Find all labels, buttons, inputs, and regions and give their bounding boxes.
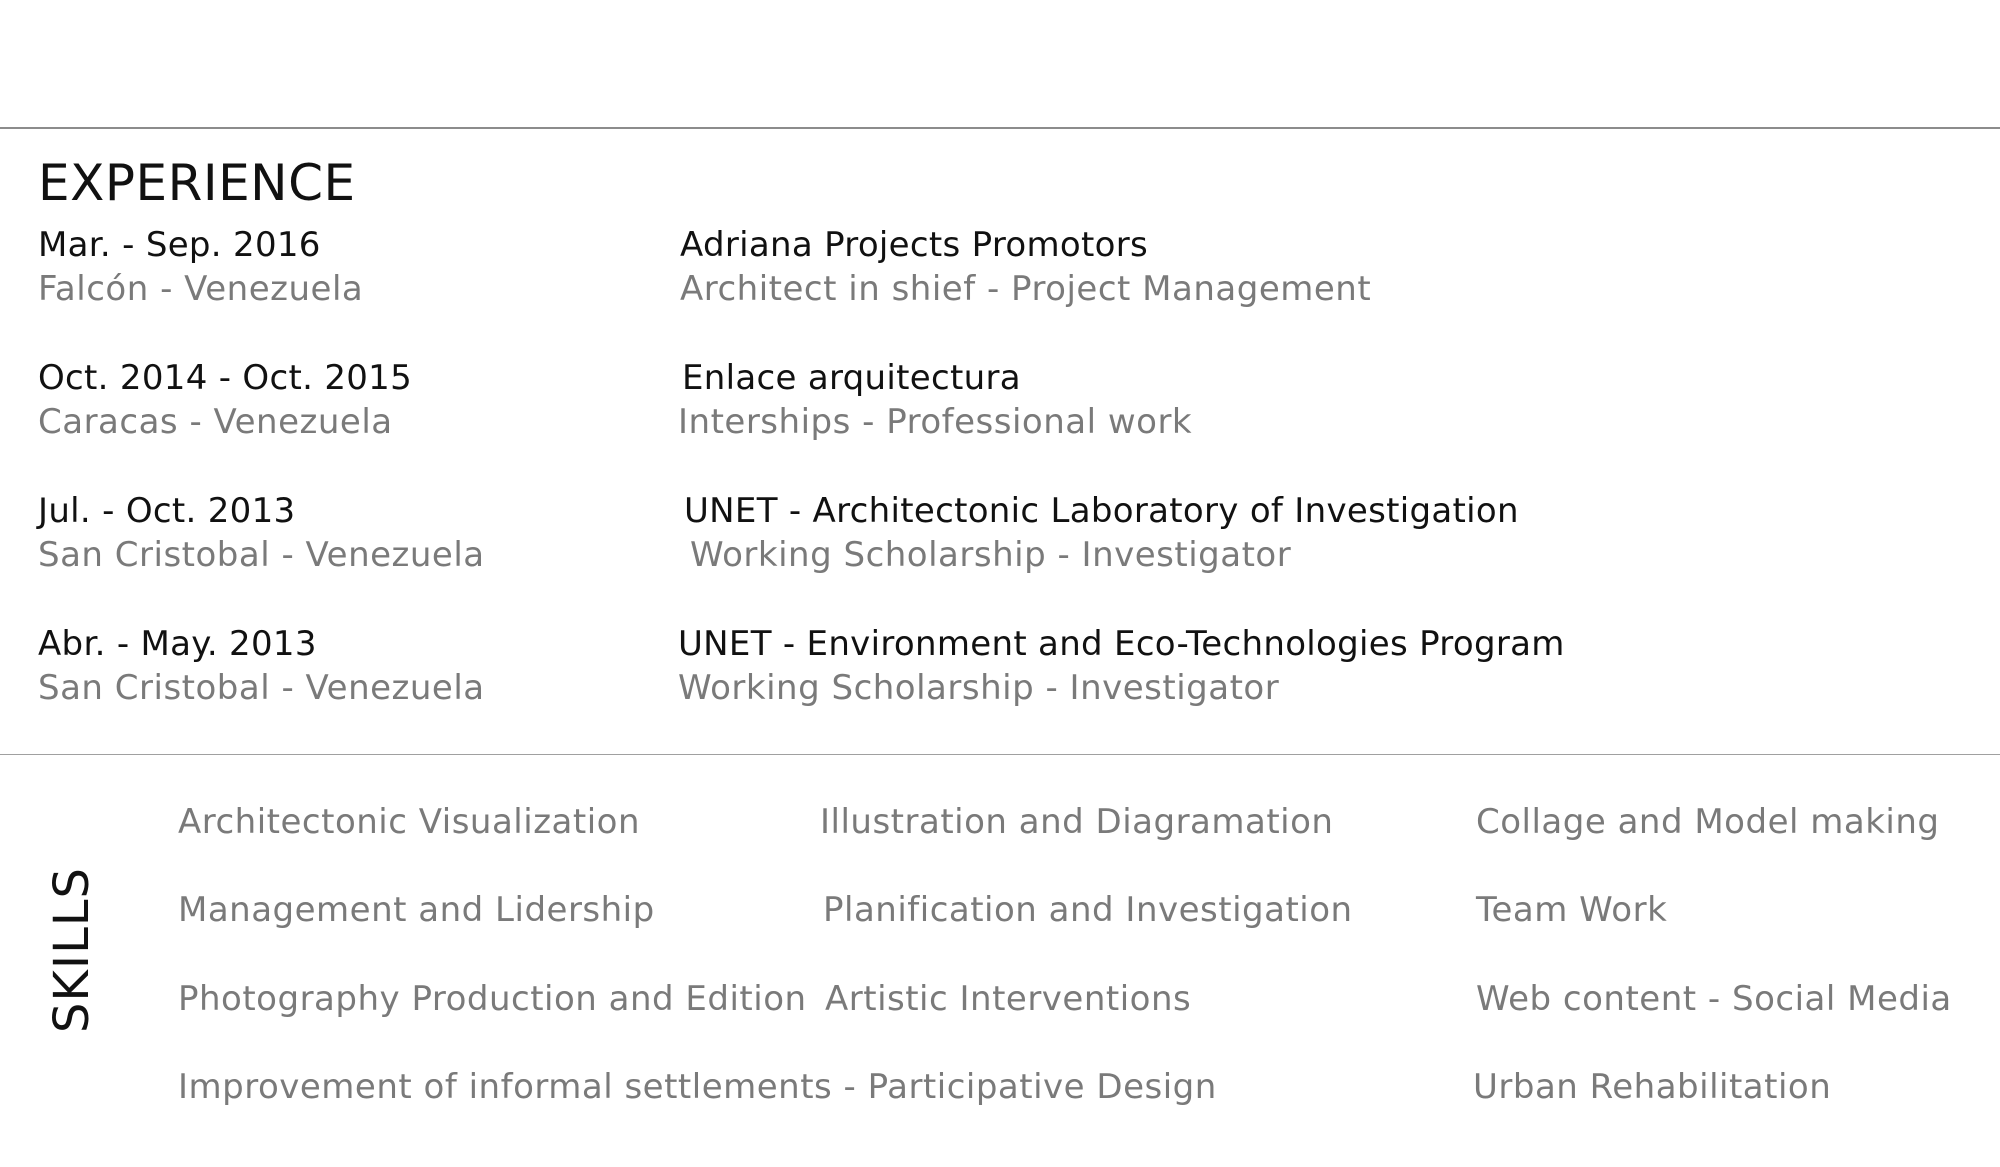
skill-item: Illustration and Diagramation [820, 802, 1334, 842]
experience-location: Falcón - Venezuela [38, 269, 364, 309]
experience-location: Caracas - Venezuela [38, 402, 393, 442]
skill-item: Team Work [1476, 890, 1668, 930]
skill-item: Management and Lidership [178, 890, 655, 930]
experience-dates: Oct. 2014 - Oct. 2015 [38, 358, 413, 398]
skill-item: Collage and Model making [1476, 802, 1940, 842]
skills-heading: SKILLS [44, 866, 100, 1034]
experience-role: Working Scholarship - Investigator [678, 668, 1280, 708]
middle-divider [0, 754, 2000, 755]
experience-dates: Mar. - Sep. 2016 [38, 225, 321, 265]
experience-heading: EXPERIENCE [38, 154, 356, 212]
experience-location: San Cristobal - Venezuela [38, 668, 485, 708]
skill-item: Urban Rehabilitation [1473, 1067, 1832, 1107]
experience-role: Working Scholarship - Investigator [690, 535, 1292, 575]
experience-role: Interships - Professional work [678, 402, 1193, 442]
experience-dates: Jul. - Oct. 2013 [38, 491, 296, 531]
skill-item: Photography Production and Edition [178, 979, 807, 1019]
experience-company: UNET - Environment and Eco-Technologies Program [678, 624, 1565, 664]
skill-item: Improvement of informal settlements - Participative Design [178, 1067, 1217, 1107]
experience-location: San Cristobal - Venezuela [38, 535, 485, 575]
experience-role: Architect in shief - Project Management [680, 269, 1372, 309]
skill-item: Architectonic Visualization [178, 802, 641, 842]
top-divider [0, 127, 2000, 129]
skill-item: Web content - Social Media [1476, 979, 1952, 1019]
experience-company: UNET - Architectonic Laboratory of Investigation [684, 491, 1519, 531]
experience-dates: Abr. - May. 2013 [38, 624, 317, 664]
skill-item: Planification and Investigation [823, 890, 1353, 930]
experience-company: Enlace arquitectura [682, 358, 1021, 398]
skill-item: Artistic Interventions [825, 979, 1192, 1019]
experience-company: Adriana Projects Promotors [680, 225, 1149, 265]
